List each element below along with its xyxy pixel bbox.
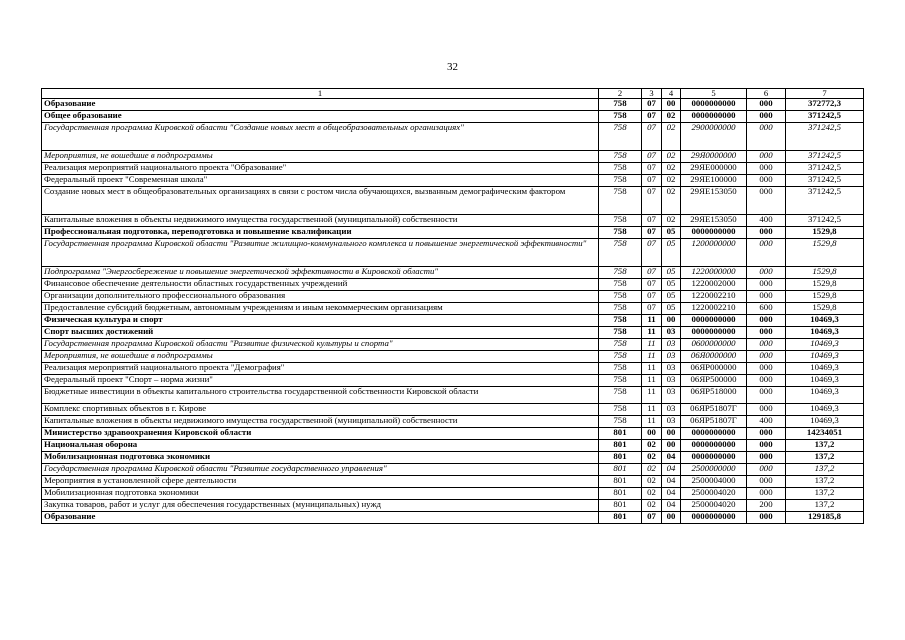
row-name-cell: Мероприятия в установленной сфере деятельности xyxy=(42,476,599,488)
admin-code-cell: 758 xyxy=(599,215,642,227)
table-row xyxy=(42,123,864,151)
expense-type-cell: 000 xyxy=(747,351,786,363)
table-row xyxy=(42,512,864,524)
section-cell: 11 xyxy=(642,387,662,404)
expense-type-cell: 000 xyxy=(747,111,786,123)
row-name-cell: Образование xyxy=(42,99,599,111)
target-article-cell: 0000000000 xyxy=(681,227,747,239)
target-article-cell: 06ЯР000000 xyxy=(681,363,747,375)
amount-cell: 371242,5 xyxy=(786,123,864,151)
row-name-cell: Капитальные вложения в объекты недвижимого имущества государственной (муниципальной) собственности xyxy=(42,215,599,227)
admin-code-cell: 758 xyxy=(599,291,642,303)
amount-cell: 10469,3 xyxy=(786,351,864,363)
subsection-cell: 03 xyxy=(662,363,681,375)
subsection-cell: 04 xyxy=(662,500,681,512)
section-cell: 02 xyxy=(642,488,662,500)
section-cell: 07 xyxy=(642,215,662,227)
amount-cell: 10469,3 xyxy=(786,404,864,416)
admin-code-cell: 758 xyxy=(599,404,642,416)
expense-type-cell: 000 xyxy=(747,339,786,351)
subsection-cell: 04 xyxy=(662,452,681,464)
row-name-cell: Реализация мероприятий национального проекта "Образование" xyxy=(42,163,599,175)
admin-code-cell: 758 xyxy=(599,327,642,339)
amount-cell: 371242,5 xyxy=(786,175,864,187)
target-article-cell: 2500004020 xyxy=(681,500,747,512)
target-article-cell: 06Я0000000 xyxy=(681,351,747,363)
subsection-cell: 03 xyxy=(662,404,681,416)
table-row xyxy=(42,351,864,363)
subsection-cell: 00 xyxy=(662,440,681,452)
amount-cell: 371242,5 xyxy=(786,163,864,175)
section-cell: 07 xyxy=(642,163,662,175)
table-row xyxy=(42,363,864,375)
table-row xyxy=(42,327,864,339)
amount-cell: 137,2 xyxy=(786,500,864,512)
table-row xyxy=(42,488,864,500)
expense-type-cell: 000 xyxy=(747,151,786,163)
target-article-cell: 0000000000 xyxy=(681,452,747,464)
subsection-cell: 03 xyxy=(662,327,681,339)
target-article-cell: 29ЯЕ000000 xyxy=(681,163,747,175)
admin-code-cell: 758 xyxy=(599,303,642,315)
section-cell: 07 xyxy=(642,175,662,187)
table-row xyxy=(42,111,864,123)
amount-cell: 371242,5 xyxy=(786,215,864,227)
amount-cell: 1529,8 xyxy=(786,227,864,239)
section-cell: 11 xyxy=(642,315,662,327)
admin-code-cell: 758 xyxy=(599,239,642,267)
subsection-cell: 02 xyxy=(662,123,681,151)
expense-type-cell: 400 xyxy=(747,416,786,428)
admin-code-cell: 801 xyxy=(599,452,642,464)
expense-type-cell: 200 xyxy=(747,500,786,512)
table-row xyxy=(42,239,864,267)
admin-code-cell: 801 xyxy=(599,476,642,488)
subsection-cell: 00 xyxy=(662,99,681,111)
expense-type-cell: 000 xyxy=(747,279,786,291)
table-row xyxy=(42,440,864,452)
subsection-cell: 03 xyxy=(662,416,681,428)
amount-cell: 1529,8 xyxy=(786,239,864,267)
subsection-cell: 04 xyxy=(662,476,681,488)
admin-code-cell: 758 xyxy=(599,227,642,239)
admin-code-cell: 758 xyxy=(599,99,642,111)
table-row xyxy=(42,175,864,187)
row-name-cell: Финансовое обеспечение деятельности областных государственных учреждений xyxy=(42,279,599,291)
target-article-cell: 29ЯЕ153050 xyxy=(681,215,747,227)
amount-cell: 137,2 xyxy=(786,488,864,500)
subsection-cell: 03 xyxy=(662,387,681,404)
section-cell: 07 xyxy=(642,187,662,215)
row-name-cell: Государственная программа Кировской области "Развитие физической культуры и спорта" xyxy=(42,339,599,351)
target-article-cell: 1220002210 xyxy=(681,303,747,315)
subsection-cell: 05 xyxy=(662,291,681,303)
subsection-cell: 02 xyxy=(662,187,681,215)
target-article-cell: 2500004000 xyxy=(681,476,747,488)
admin-code-cell: 758 xyxy=(599,375,642,387)
subsection-cell: 05 xyxy=(662,267,681,279)
subsection-cell: 04 xyxy=(662,488,681,500)
admin-code-cell: 758 xyxy=(599,279,642,291)
amount-cell: 137,2 xyxy=(786,452,864,464)
table-header-row xyxy=(42,89,864,99)
admin-code-cell: 758 xyxy=(599,267,642,279)
amount-cell: 137,2 xyxy=(786,476,864,488)
row-name-cell: Предоставление субсидий бюджетным, автономным учреждениям и иным некоммерческим организациям xyxy=(42,303,599,315)
row-name-cell: Государственная программа Кировской области "Создание новых мест в общеобразовательных организациях" xyxy=(42,123,599,151)
amount-cell: 10469,3 xyxy=(786,416,864,428)
admin-code-cell: 758 xyxy=(599,351,642,363)
table-row xyxy=(42,151,864,163)
table-row xyxy=(42,375,864,387)
amount-cell: 129185,8 xyxy=(786,512,864,524)
amount-cell: 1529,8 xyxy=(786,267,864,279)
row-name-cell: Профессиональная подготовка, переподготовка и повышение квалификации xyxy=(42,227,599,239)
amount-cell: 1529,8 xyxy=(786,303,864,315)
row-name-cell: Федеральный проект "Современная школа" xyxy=(42,175,599,187)
row-name-cell: Мобилизационная подготовка экономики xyxy=(42,488,599,500)
target-article-cell: 0000000000 xyxy=(681,440,747,452)
target-article-cell: 0000000000 xyxy=(681,428,747,440)
admin-code-cell: 801 xyxy=(599,512,642,524)
amount-cell: 372772,3 xyxy=(786,99,864,111)
admin-code-cell: 801 xyxy=(599,464,642,476)
row-name-cell: Государственная программа Кировской области "Развитие жилищно-коммунального комплекса и повышение энергетической эффективности" xyxy=(42,239,599,267)
expense-type-cell: 000 xyxy=(747,428,786,440)
row-name-cell: Мероприятия, не вошедшие в подпрограммы xyxy=(42,151,599,163)
target-article-cell: 0600000000 xyxy=(681,339,747,351)
section-cell: 11 xyxy=(642,339,662,351)
table-row xyxy=(42,339,864,351)
section-cell: 07 xyxy=(642,99,662,111)
subsection-cell: 00 xyxy=(662,315,681,327)
table-row xyxy=(42,99,864,111)
table-row xyxy=(42,500,864,512)
admin-code-cell: 801 xyxy=(599,440,642,452)
target-article-cell: 06ЯР51807Г xyxy=(681,416,747,428)
subsection-cell: 02 xyxy=(662,111,681,123)
subsection-cell: 03 xyxy=(662,339,681,351)
target-article-cell: 06ЯР51807Г xyxy=(681,404,747,416)
row-name-cell: Национальная оборона xyxy=(42,440,599,452)
amount-cell: 1529,8 xyxy=(786,291,864,303)
table-row xyxy=(42,227,864,239)
section-cell: 07 xyxy=(642,291,662,303)
expense-type-cell: 000 xyxy=(747,123,786,151)
section-cell: 00 xyxy=(642,428,662,440)
admin-code-cell: 758 xyxy=(599,387,642,404)
admin-code-cell: 801 xyxy=(599,428,642,440)
table-row xyxy=(42,416,864,428)
table-row xyxy=(42,303,864,315)
row-name-cell: Федеральный проект "Спорт – норма жизни" xyxy=(42,375,599,387)
header-cell: 4 xyxy=(662,89,681,99)
admin-code-cell: 758 xyxy=(599,163,642,175)
section-cell: 02 xyxy=(642,500,662,512)
amount-cell: 371242,5 xyxy=(786,151,864,163)
section-cell: 11 xyxy=(642,363,662,375)
row-name-cell: Комплекс спортивных объектов в г. Кирове xyxy=(42,404,599,416)
table-row xyxy=(42,163,864,175)
expense-type-cell: 000 xyxy=(747,452,786,464)
subsection-cell: 03 xyxy=(662,375,681,387)
row-name-cell: Мобилизационная подготовка экономики xyxy=(42,452,599,464)
subsection-cell: 05 xyxy=(662,279,681,291)
expense-type-cell: 000 xyxy=(747,387,786,404)
admin-code-cell: 758 xyxy=(599,151,642,163)
expense-type-cell: 000 xyxy=(747,440,786,452)
row-name-cell: Общее образование xyxy=(42,111,599,123)
target-article-cell: 1220002210 xyxy=(681,291,747,303)
subsection-cell: 00 xyxy=(662,512,681,524)
section-cell: 07 xyxy=(642,239,662,267)
header-cell: 5 xyxy=(681,89,747,99)
target-article-cell: 1200000000 xyxy=(681,239,747,267)
target-article-cell: 2900000000 xyxy=(681,123,747,151)
amount-cell: 137,2 xyxy=(786,464,864,476)
target-article-cell: 1220000000 xyxy=(681,267,747,279)
subsection-cell: 03 xyxy=(662,351,681,363)
section-cell: 11 xyxy=(642,404,662,416)
amount-cell: 1529,8 xyxy=(786,279,864,291)
subsection-cell: 02 xyxy=(662,215,681,227)
amount-cell: 14234051 xyxy=(786,428,864,440)
section-cell: 11 xyxy=(642,416,662,428)
section-cell: 02 xyxy=(642,476,662,488)
expense-type-cell: 000 xyxy=(747,187,786,215)
table-row xyxy=(42,291,864,303)
target-article-cell: 29Я0000000 xyxy=(681,151,747,163)
admin-code-cell: 801 xyxy=(599,500,642,512)
target-article-cell: 06ЯР500000 xyxy=(681,375,747,387)
expense-type-cell: 000 xyxy=(747,227,786,239)
row-name-cell: Физическая культура и спорт xyxy=(42,315,599,327)
section-cell: 02 xyxy=(642,440,662,452)
expense-type-cell: 000 xyxy=(747,327,786,339)
table-row xyxy=(42,387,864,404)
target-article-cell: 29ЯЕ153050 xyxy=(681,187,747,215)
table-row xyxy=(42,464,864,476)
expense-type-cell: 000 xyxy=(747,476,786,488)
expense-type-cell: 000 xyxy=(747,239,786,267)
subsection-cell: 05 xyxy=(662,303,681,315)
table-row xyxy=(42,476,864,488)
subsection-cell: 02 xyxy=(662,175,681,187)
row-name-cell: Реализация мероприятий национального проекта "Демография" xyxy=(42,363,599,375)
section-cell: 07 xyxy=(642,151,662,163)
amount-cell: 10469,3 xyxy=(786,315,864,327)
target-article-cell: 0000000000 xyxy=(681,99,747,111)
header-cell: 6 xyxy=(747,89,786,99)
row-name-cell: Мероприятия, не вошедшие в подпрограммы xyxy=(42,351,599,363)
table-row xyxy=(42,428,864,440)
amount-cell: 371242,5 xyxy=(786,187,864,215)
admin-code-cell: 758 xyxy=(599,111,642,123)
subsection-cell: 02 xyxy=(662,151,681,163)
row-name-cell: Бюджетные инвестиции в объекты капитального строительства государственной собственности Кировской области xyxy=(42,387,599,404)
amount-cell: 10469,3 xyxy=(786,387,864,404)
section-cell: 07 xyxy=(642,279,662,291)
section-cell: 02 xyxy=(642,464,662,476)
subsection-cell: 05 xyxy=(662,239,681,267)
expense-type-cell: 000 xyxy=(747,163,786,175)
row-name-cell: Спорт высших достижений xyxy=(42,327,599,339)
subsection-cell: 02 xyxy=(662,163,681,175)
admin-code-cell: 801 xyxy=(599,488,642,500)
section-cell: 11 xyxy=(642,375,662,387)
expense-type-cell: 000 xyxy=(747,315,786,327)
expense-type-cell: 000 xyxy=(747,175,786,187)
section-cell: 11 xyxy=(642,327,662,339)
admin-code-cell: 758 xyxy=(599,175,642,187)
table-row xyxy=(42,187,864,215)
amount-cell: 10469,3 xyxy=(786,375,864,387)
expense-type-cell: 000 xyxy=(747,375,786,387)
expense-type-cell: 000 xyxy=(747,464,786,476)
row-name-cell: Закупка товаров, работ и услуг для обеспечения государственных (муниципальных) нужд xyxy=(42,500,599,512)
amount-cell: 10469,3 xyxy=(786,363,864,375)
expense-type-cell: 000 xyxy=(747,267,786,279)
section-cell: 07 xyxy=(642,512,662,524)
table-row xyxy=(42,267,864,279)
header-cell: 3 xyxy=(642,89,662,99)
target-article-cell: 0000000000 xyxy=(681,327,747,339)
page-number: 32 xyxy=(447,61,458,73)
subsection-cell: 05 xyxy=(662,227,681,239)
subsection-cell: 04 xyxy=(662,464,681,476)
row-name-cell: Подпрограмма "Энергосбережение и повышение энергетической эффективности в Кировской области" xyxy=(42,267,599,279)
row-name-cell: Министерство здравоохранения Кировской области xyxy=(42,428,599,440)
expense-type-cell: 000 xyxy=(747,488,786,500)
table-row xyxy=(42,279,864,291)
expense-type-cell: 000 xyxy=(747,512,786,524)
row-name-cell: Образование xyxy=(42,512,599,524)
target-article-cell: 2500004020 xyxy=(681,488,747,500)
expense-type-cell: 400 xyxy=(747,215,786,227)
target-article-cell: 06ЯР518000 xyxy=(681,387,747,404)
budget-table xyxy=(41,88,864,524)
row-name-cell: Государственная программа Кировской области "Развитие государственного управления" xyxy=(42,464,599,476)
admin-code-cell: 758 xyxy=(599,363,642,375)
amount-cell: 10469,3 xyxy=(786,327,864,339)
expense-type-cell: 000 xyxy=(747,363,786,375)
row-name-cell: Капитальные вложения в объекты недвижимого имущества государственной (муниципальной) собственности xyxy=(42,416,599,428)
section-cell: 07 xyxy=(642,123,662,151)
target-article-cell: 29ЯЕ100000 xyxy=(681,175,747,187)
expense-type-cell: 000 xyxy=(747,99,786,111)
amount-cell: 371242,5 xyxy=(786,111,864,123)
admin-code-cell: 758 xyxy=(599,416,642,428)
table-row xyxy=(42,404,864,416)
admin-code-cell: 758 xyxy=(599,123,642,151)
target-article-cell: 2500000000 xyxy=(681,464,747,476)
amount-cell: 137,2 xyxy=(786,440,864,452)
row-name-cell: Организации дополнительного профессионального образования xyxy=(42,291,599,303)
header-cell: 1 xyxy=(42,89,599,99)
section-cell: 11 xyxy=(642,351,662,363)
subsection-cell: 00 xyxy=(662,428,681,440)
section-cell: 07 xyxy=(642,227,662,239)
target-article-cell: 1220002000 xyxy=(681,279,747,291)
section-cell: 07 xyxy=(642,111,662,123)
header-cell: 2 xyxy=(599,89,642,99)
section-cell: 07 xyxy=(642,267,662,279)
row-name-cell: Создание новых мест в общеобразовательных организациях в связи с ростом числа обучающихся, вызванным демографическим фактором xyxy=(42,187,599,215)
expense-type-cell: 600 xyxy=(747,303,786,315)
table-row xyxy=(42,215,864,227)
target-article-cell: 0000000000 xyxy=(681,315,747,327)
target-article-cell: 0000000000 xyxy=(681,111,747,123)
expense-type-cell: 000 xyxy=(747,291,786,303)
header-cell: 7 xyxy=(786,89,864,99)
amount-cell: 10469,3 xyxy=(786,339,864,351)
section-cell: 07 xyxy=(642,303,662,315)
target-article-cell: 0000000000 xyxy=(681,512,747,524)
admin-code-cell: 758 xyxy=(599,187,642,215)
admin-code-cell: 758 xyxy=(599,315,642,327)
expense-type-cell: 000 xyxy=(747,404,786,416)
table-row xyxy=(42,315,864,327)
admin-code-cell: 758 xyxy=(599,339,642,351)
section-cell: 02 xyxy=(642,452,662,464)
table-row xyxy=(42,452,864,464)
